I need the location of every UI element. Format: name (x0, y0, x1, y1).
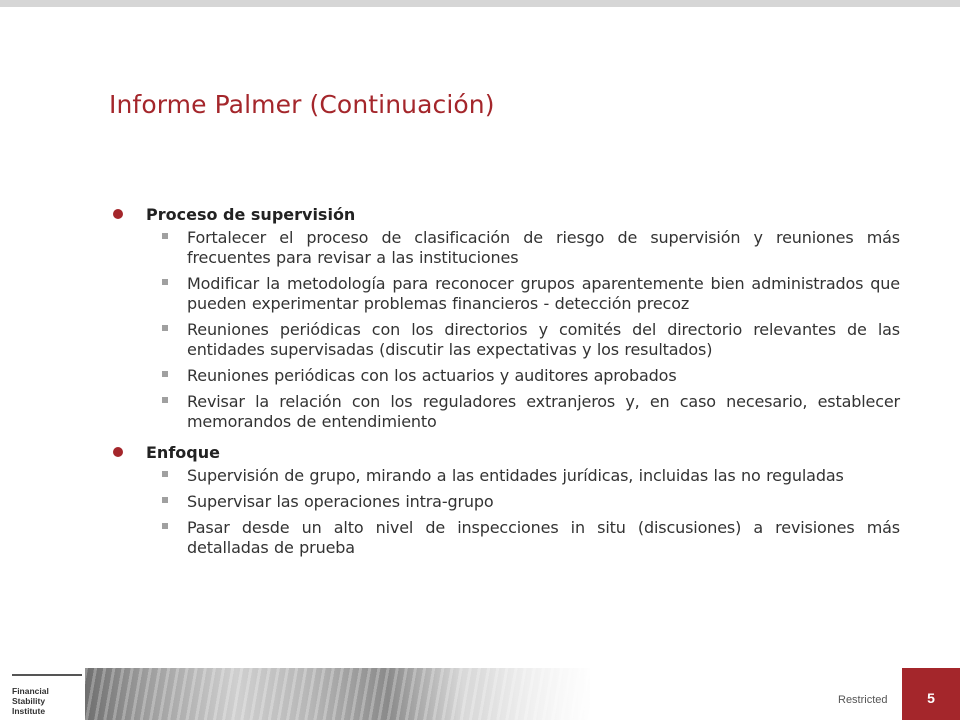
section-heading: Proceso de supervisión (146, 204, 356, 224)
round-bullet-icon (113, 209, 123, 219)
square-bullet-icon (162, 471, 168, 477)
list-item (110, 392, 900, 432)
square-bullet-icon (162, 325, 168, 331)
list-item (110, 228, 900, 268)
list-item (110, 274, 900, 314)
classification-label: Restricted (838, 694, 888, 706)
slide-title: Informe Palmer (Continuación) (109, 90, 495, 119)
photo-fade (480, 668, 600, 720)
square-bullet-icon (162, 279, 168, 285)
square-bullet-icon (162, 523, 168, 529)
section-heading: Enfoque (146, 442, 220, 462)
list-item (110, 320, 900, 360)
list-item (110, 492, 900, 512)
section-header (110, 202, 900, 226)
list-item-text: Reuniones periódicas con los actuarios y auditores aprobados (187, 366, 677, 385)
square-bullet-icon (162, 233, 168, 239)
square-bullet-icon (162, 371, 168, 377)
bullet-list (110, 228, 900, 432)
list-item-text: Modificar la metodología para reconocer grupos aparentemente bien administrados que pueden experimentar problemas financieros - detección precoz (187, 274, 900, 313)
logo-line-1: Financial Stability (12, 686, 49, 706)
top-rule (0, 0, 960, 7)
section-enfoque (110, 440, 900, 558)
section-header (110, 440, 900, 464)
square-bullet-icon (162, 397, 168, 403)
page-number-box (902, 668, 960, 720)
list-item-text: Supervisar las operaciones intra-grupo (187, 492, 494, 511)
bullet-list (110, 466, 900, 558)
list-item-text: Revisar la relación con los reguladores extranjeros y, en caso necesario, establecer memorandos de entendimiento (187, 392, 900, 431)
logo-line-2: Institute (12, 706, 46, 716)
page-number: 5 (927, 690, 935, 706)
slide-body (110, 202, 900, 566)
list-item-text: Reuniones periódicas con los directorios y comités del directorio relevantes de las entidades supervisadas (discutir las expectativas y los resultados) (187, 320, 900, 359)
logo-rule (12, 674, 82, 676)
list-item (110, 518, 900, 558)
slide-footer (0, 668, 960, 720)
list-item-text: Pasar desde un alto nivel de inspecciones in situ (discusiones) a revisiones más detalladas de prueba (187, 518, 900, 557)
list-item-text: Fortalecer el proceso de clasificación de riesgo de supervisión y reuniones más frecuentes para revisar a las instituciones (187, 228, 900, 267)
section-proceso-de-supervision (110, 202, 900, 432)
list-item (110, 366, 900, 386)
round-bullet-icon (113, 447, 123, 457)
fsi-logo (12, 686, 82, 716)
square-bullet-icon (162, 497, 168, 503)
list-item-text: Supervisión de grupo, mirando a las entidades jurídicas, incluidas las no reguladas (187, 466, 844, 485)
list-item (110, 466, 900, 486)
